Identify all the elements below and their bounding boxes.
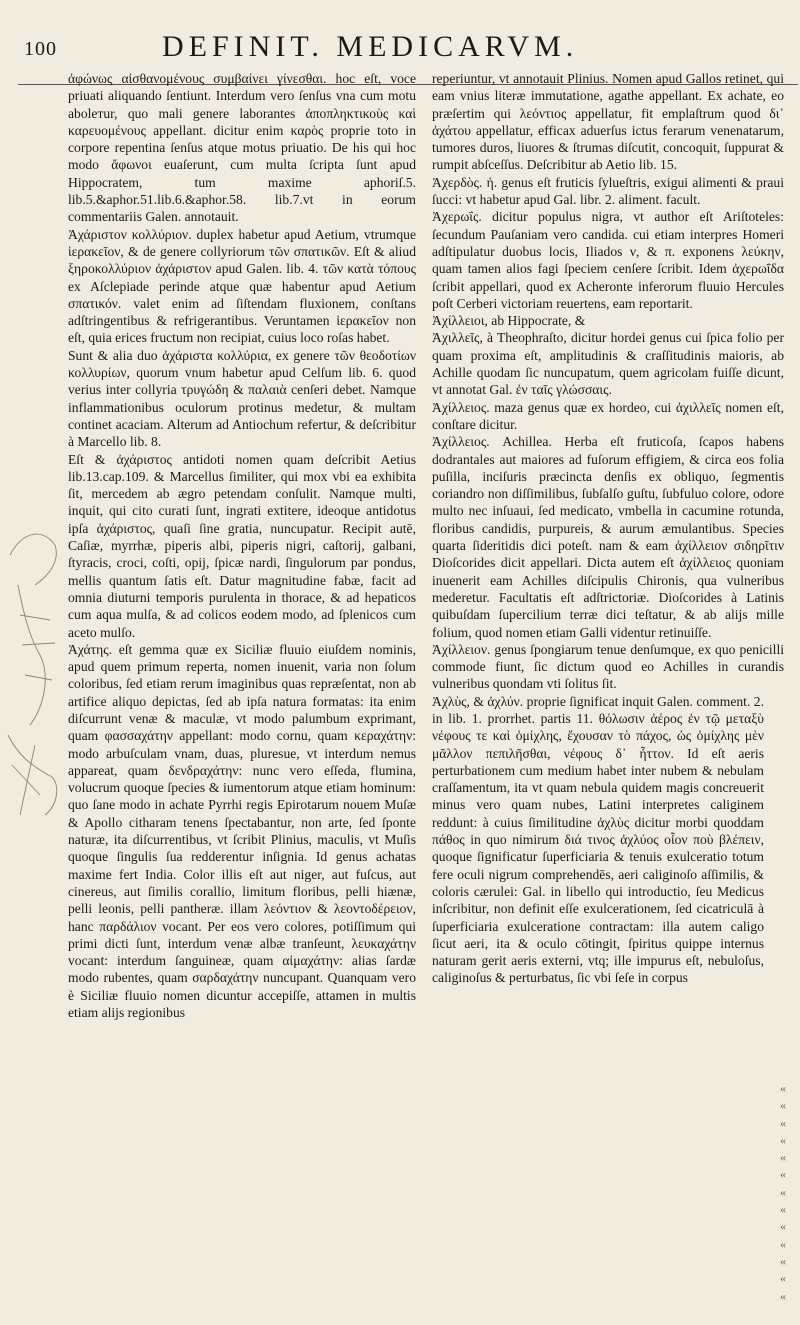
entry-acherdos: Ἀχερδὸς. ἡ. genus eſt fruticis ſylueſtris, exigui alimenti & praui ſucci: vt habetur apud Gal. libr. 2. aliment. facult.	[432, 174, 784, 208]
entry-acherois: Ἀχερωΐς. dicitur populus nigra, vt author eſt Ariſtoteles: ſecundum Pauſaniam vero candida. cui etiam interpres Homeri adſtipulatur duobus locis, Iliados ν, & π. exponens λεύκην, quam tamen alios fagi ſpeciem cenſere ſcribit. Idem ἀχερωΐδα ſcribit appellari, quod ex Acheronte inferorum fluuio Hercules poſt Cerberi victoriam reuertens, eam reportarit.	[432, 209, 784, 311]
entry-achates: Ἀχάτης. eſt gemma quæ ex Siciliæ fluuio eiuſdem nominis, apud quem primum reperta, nomen inuenit, varia non ſolum coloribus, ſed etiam rerum imaginibus quas repræſentat, non ab artifice aliquo depictas, ſed ab ipſa natura formatas: ita enim diſcurrunt venæ & maculæ, vt modo palumbum exprimant, quam φασσαχάτην appellant: modo cornu, quam κεραχάτην: modo arbuſculam vnam, duas, pluresue, vt interdum nemus appareat, quam δενδραχάτην: nunc vero eſſeda, flumina, volucrum quoque ſpecies & iumentorum atque etiam hominum: quo ſane modo in achate Pyrrhi regis Epirotarum nouem Muſæ & Apollo citharam tenens ſpectabantur, non arte, ſed ſponte naturæ, ita diſcurrentibus, vt ſcribit Plinius, maculis, vt Muſis quoque ſingulis ſua redderentur inſignia. Id genus achatas maxime fert India. Color illis eſt aut niger, aut fuſcus, aut cinereus, aut ſimilis corallio, limitum floribus, pelli hiænæ, pelli leonis, pelli pantheræ. illam λεόντιον & λεοντοδέρειον, hanc παρδάλιον vocant. Per eos vero colores, potiſſimum qui primi dicti ſunt, interdum venæ albæ tranſeunt, λευκαχάτην vocant: interdum ſanguineæ, quam αἱμαχάτην: alias ſardæ modo rubentes, quam σαρδαχάτην nuncupant. Quanquam vero è Siciliæ fluuio nomen dicuntur accepiſſe, attamen in multis etiam alijs regionibus	[68, 641, 416, 1021]
page-header	[12, 24, 792, 68]
entry-achilleis: Ἀχιλλεῖς, à Theophraſto, dicitur hordei genus cui ſpica folio per quam proxima eſt, amplitudinis & craſſitudinis maioris, ab Achille quodam ſic nuncupatum, quem agricolam fuiſſe dicunt, vt annotat Gal. ἐν ταῖς γλώσσαις.	[432, 330, 784, 398]
entry-achates-continued: reperiuntur, vt annotauit Plinius. Nomen apud Gallos retinet, qui eam vnius literæ immutatione, agathe appellant. Ex achate, eo præſertim qui λεόντιος appellatur, fit emplaſtrum quod δι᾽ ἀχάτου appellatur, efficax aduerſus ictus ferarum venenatarum, tumores duros, liuores & ſtrumas diſcutit, concoquit, ſuppurat & rumpit abſceſſus. Deſcribitur ab Aetio lib. 15.	[432, 71, 784, 173]
running-title: DEFINIT. MEDICARVM.	[162, 30, 579, 63]
page-number: 100	[24, 38, 57, 60]
entry-aphonos-continued: ἀφώνως αἰσθανομένους συμβαίνει γίνεσθαι. hoc eſt, voce priuati aliquando ſentiunt. Interdum vero ſenſus vna cum motu abolетur, quo mali genere laborantes ἀποπληκτικοὺς καὶ καρευομένους appellant. dicitur enim καρὸς proprie toto in corpore repentina ſenſus atque motus priuatio. De his qui hoc modo ἄφωνοι euaſerunt, cum multa ſcripta ſunt apud Hippocratem, tum maxime aphoriſ.5. lib.5.&aphor.51.lib.6.&aphor.58. lib.7.vt in eorum commentariis Galen. annotauit.	[68, 71, 416, 225]
entry-acharista-collyria: Sunt & alia duo ἀχάριστα κολλύρια, ex genere τῶν θεοδοτίων κολλυρίων, quorum vnum habetur apud Celſum lib. 6. quod verius inter collyria τρυγώδη & παλαιὰ cenſeri debet. Namque inflammationibus oculorum protinus medetur, & multam continet acaciam. Alterum ad Antiochum refertur, & deſcribitur à Marcello lib. 8.	[68, 347, 416, 450]
entry-achilleios-herb: Ἀχίλλειος. Achillea. Herba eſt fruticoſa, ſcapos habens dodrantales aut maiores ad fuſorum effigiem, & circa eos folia puſilla, inciſuris præcincta denſis ex obliquo, ſegmentis coriandro non diſſimilibus, ſubſalſo guſtu, ſubfuluo colore, odore multo nec inſuaui, ſed medicato, vmbella in cacumine rotunda, floribus candidis, purpureis, & aurum æmulantibus. Species quarta ſideritidis dici poteſt. nam & eam ἀχίλλειον σιδηρῖτιν Dioſcorides dicit appellari. Dicta autem eſt ἀχίλλειος quoniam inuenerit eam Achilles diſcipulis Chironis, qua vulneribus mederetur. Facultatis eſt adſtrictoriæ. Dioſcorides à Latinis quibuſdam ſupercilium terræ dici teſtatur, & ab alijs mille folium, quod nomen etiam Galli videntur retinuiſſe.	[432, 434, 784, 640]
quotation-marks-margin: « « « « « « « « « « « « «	[780, 1081, 786, 1303]
left-column	[68, 70, 416, 1318]
right-column	[432, 70, 784, 1318]
entry-acharistos-antidote: Eſt & ἀχάριστος antidoti nomen quam deſcribit Aetius lib.13.cap.109. & Marcellus ſimiliter, qui mox vbi ea exhibita ſit, mercedem ab ægro petendam conſulit. Namque multi, inquit, qui cito curati ſunt, ingrati extitere, ideoque antidotus ipſa ἀχάριστος, quaſi ſine gratia, nuncupatur. Recipit autē, Caſiæ, myrrhæ, piperis albi, piperis nigri, caſtorij, galbani, ſtyracis, croci, coſti, opij, ſpicæ nardi, ſingulorum par pondus, mellis quantum ſatis eſt. Datur magnitudine fabæ, facit ad omnia diuturni temporis purulenta in thorace, & ad hepaticos cum aqua mulſa, & ad colicos eodem modo, ad ſplenicos cum aceto mulſo.	[68, 451, 416, 640]
entry-achilleios-maza: Ἀχίλλειος. maza genus quæ ex hordeo, cui ἀχιλλεῖς nomen eſt, conſtare dicitur.	[432, 399, 784, 432]
entry-achilleion-sponge: Ἀχίλλειον. genus ſpongiarum tenue denſumque, ex quo penicilli commode fiunt, ſic dictum quod eo Achilles in curandis vulneribus quondam vti ſolitus ſit.	[432, 641, 784, 692]
margin-sketch	[0, 515, 68, 845]
entry-achlys: Ἀχλὺς, & ἀχλύν. proprie ſignificat inquit Galen. comment. 2. in lib. 1. prorrhet. partis 11. θόλωσιν ἀέρος ἐν τῷ μεταξὺ νέφους τε καὶ ὁμίχλης, ἔχουσαν τὸ πάχος, ὡς ὁμίχλης μὲν μᾶλλον πεπιλῆσθαι, νέφους δ᾽ ἧττον. Id eſt aeris perturbationem cum medium habet inter nubem & nebulam craſſamentum, ita vt quam nebula quidem magis concreuerit minus vero quam nubes, Latini interpretes caliginem reddunt: à cuius ſimilitudine ἀχλὺς dicitur morbi quoddam πάθος in quo nimirum διά τινος ἀχλύος οἶον ποὺ βλέπειν, quoque ſignificatur ſuperficiaria & tenuis exulceratio totum fere oculi nigrum comprehendēs, aeri caliginoſo aſſimilis, & coloris cærulei: Gal. in libello qui introductio, ſeu Medicus inſcribitur, non definit eſſe exulcerationem, ſed cicatriculā à ſuperficiaria exulceratione contractam: illa autem caligo ſicut aeri, ita & oculo cōtingit, ſpiritus quippe internus naturam gerit aeris externi, vtq; ille impurus eſt, nebuloſus, caliginoſus & perturbatus, ſic vbi ſeſe in corpus	[432, 693, 764, 986]
entry-acharistos-collyrium: Ἀχάριστον κολλύριον. duplex habetur apud Aetium, vtrumque ἱερακεῖον, & de genere collyriorum τῶν σπατικῶν. Eſt & aliud ξηροκολλύριον ἀχάριστον apud Galen. lib. 4. τῶν κατὰ τόπους ex Aſclepiade perinde atque quæ habentur apud Aetium σπατικόν. valet enim ad ſiſtendam fluxionem, conſtans adſtringentibus & refrigerantibus. Veruntamen ἱερακεῖον non eſt, quia erices fructum non recipiat, cuius loco roſas habet.	[68, 226, 416, 346]
entry-achilleioi: Ἀχίλλειοι, ab Hippocrate, &	[432, 313, 586, 329]
